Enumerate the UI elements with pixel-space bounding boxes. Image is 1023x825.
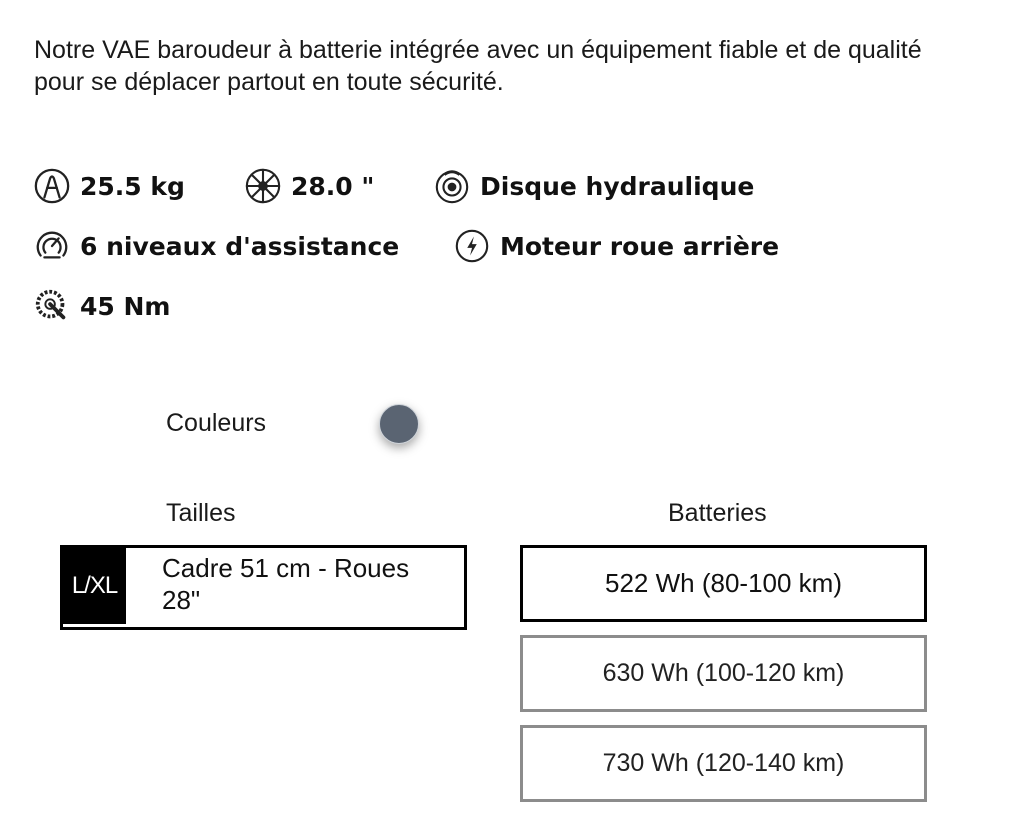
spec-assist (32, 226, 399, 266)
color-option-slate[interactable] (379, 404, 419, 444)
battery-option-730wh[interactable]: 730 Wh (120-140 km) (520, 725, 927, 802)
spec-weight (32, 166, 185, 206)
wheel-icon (243, 166, 283, 206)
frame-weight-icon (32, 166, 72, 206)
product-description: Notre VAE baroudeur à batterie intégrée avec un équipement fiable et de qualité pour se déplacer partout en toute sécurité. (34, 36, 922, 96)
sizes-label: Tailles (166, 499, 236, 527)
spec-brakes (432, 166, 754, 206)
spec-brakes-label: Disque hydraulique (480, 171, 755, 201)
motor-bolt-icon (452, 226, 492, 266)
disc-brake-icon (432, 166, 472, 206)
spec-wheel (243, 166, 374, 206)
spec-torque-label: 45 Nm (80, 291, 171, 321)
spec-weight-label: 25.5 kg (80, 171, 185, 201)
size-description: Cadre 51 cm - Roues 28" (162, 553, 410, 615)
colors-label: Couleurs (166, 409, 267, 437)
spec-motor-label: Moteur roue arrière (500, 231, 780, 261)
assist-gauge-icon (32, 226, 72, 266)
battery-option-522wh[interactable]: 522 Wh (80-100 km) (520, 545, 927, 622)
spec-assist-label: 6 niveaux d'assistance (80, 231, 400, 261)
spec-torque (32, 286, 170, 326)
spec-motor (452, 226, 779, 266)
battery-option-630wh[interactable]: 630 Wh (100-120 km) (520, 635, 927, 712)
spec-wheel-label: 28.0 " (291, 171, 375, 201)
batteries-label: Batteries (668, 499, 767, 527)
size-option-lxl[interactable] (60, 545, 467, 630)
crankset-icon (32, 286, 72, 326)
size-code: L/XL (63, 548, 126, 627)
